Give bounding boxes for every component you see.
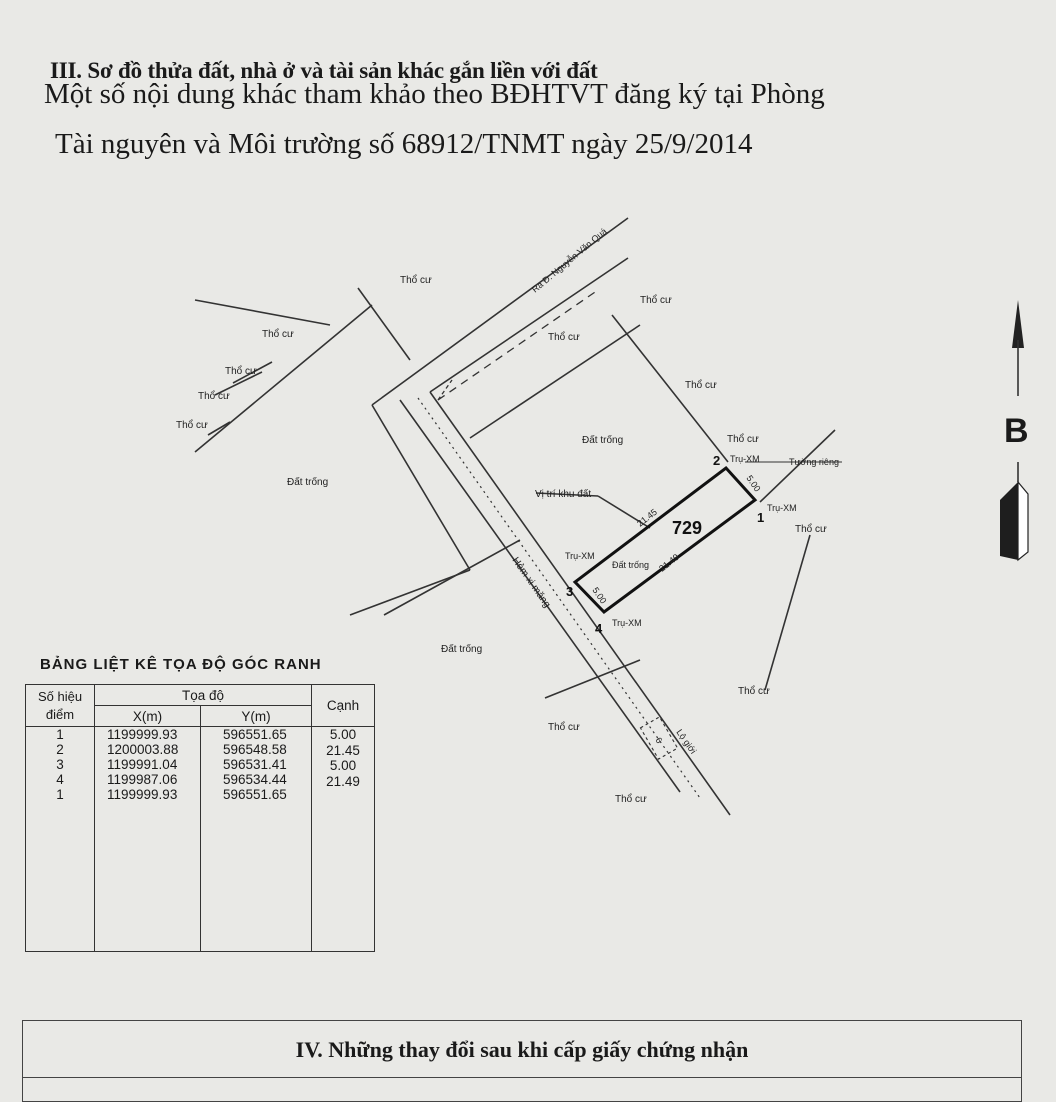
section-iv xyxy=(22,1020,1022,1102)
point-cell: 1 xyxy=(56,787,64,802)
edge-cell: 5.00 xyxy=(329,727,357,742)
vacant-label: Đất trống xyxy=(441,644,483,655)
edge-column xyxy=(312,727,375,952)
edge-label: 5.00 xyxy=(744,473,763,494)
lo-gioi-label: Lộ giới xyxy=(674,727,699,756)
marker-label: Trụ-XM xyxy=(612,618,642,628)
point-4-label: 4 xyxy=(595,621,603,636)
neighbor-label: Thổ cư xyxy=(795,524,827,535)
vacant-label: Đất trống xyxy=(612,560,650,570)
lot-location-label: Vị trí khu đất xyxy=(535,489,592,500)
header-point: Số hiệu điểm xyxy=(26,685,95,727)
x-cell: 1199999.93 xyxy=(107,727,178,742)
setback-line xyxy=(438,380,452,400)
section-iii-title: III. Sơ đồ thửa đất, nhà ở và tài sản khác gắn liền với đất xyxy=(50,58,598,83)
y-cell: 596551.65 xyxy=(223,727,287,742)
parcel-boundary xyxy=(765,535,810,690)
y-cell: 596534.44 xyxy=(223,772,287,787)
neighbor-label: Thổ cư xyxy=(548,722,580,733)
neighbor-label: Thổ cư xyxy=(225,366,257,377)
header-x: X(m) xyxy=(95,706,201,727)
y-cell: 596531.41 xyxy=(223,757,287,772)
parcel-boundary xyxy=(384,540,520,615)
edge-label: 5.00 xyxy=(590,585,609,606)
alley-edge xyxy=(430,392,730,815)
vacant-label: Đất trống xyxy=(287,477,329,488)
marker-label: Trụ-XM xyxy=(565,551,595,561)
neighbor-label: Thổ cư xyxy=(548,332,580,343)
setback-line xyxy=(438,290,598,400)
x-cell: 1199987.06 xyxy=(107,772,178,787)
y-cell: 596551.65 xyxy=(223,787,287,802)
marker-label: Trụ-XM xyxy=(730,454,760,464)
wall-label: Tường riêng xyxy=(789,457,839,467)
point-cell: 4 xyxy=(56,772,64,787)
neighbor-label: Thổ cư xyxy=(176,420,208,431)
edge-cell: 5.00 xyxy=(329,758,357,773)
neighbor-label: Thổ cư xyxy=(262,329,294,340)
point-cell: 3 xyxy=(56,757,64,772)
x-cell: 1200003.88 xyxy=(107,742,179,757)
edge-cell: 21.49 xyxy=(326,773,360,789)
north-label: B xyxy=(1004,412,1029,450)
road-label: Ra Đ. Nguyễn Văn Quá xyxy=(529,226,609,295)
coordinates-table-title: BẢNG LIỆT KÊ TỌA ĐỘ GÓC RANH xyxy=(40,656,322,673)
x-cell: 1199999.93 xyxy=(107,787,178,802)
neighbor-label: Thổ cư xyxy=(640,295,672,306)
parcel-boundary xyxy=(195,300,330,325)
header-y: Y(m) xyxy=(201,706,312,727)
neighbor-label: Thổ cư xyxy=(400,275,432,286)
alley-label: Hẻm xi măng xyxy=(509,555,553,610)
point-3-label: 3 xyxy=(566,584,574,599)
neighbor-label: Thổ cư xyxy=(198,391,230,402)
point-1-label: 1 xyxy=(757,510,765,525)
lot-number: 729 xyxy=(672,518,703,538)
parcel-boundary xyxy=(358,288,410,360)
y-cell: 596548.58 xyxy=(223,742,287,757)
point-column xyxy=(26,727,95,952)
neighbor-label: Thổ cư xyxy=(615,794,647,805)
section-iv-title: IV. Những thay đổi sau khi cấp giấy chứng nhận xyxy=(295,1037,749,1062)
point-cell: 2 xyxy=(56,742,64,757)
reference-line-2: Tài nguyên và Môi trường số 68912/TNMT ngày 25/9/2014 xyxy=(55,128,753,160)
edge-cell: 21.45 xyxy=(326,742,360,758)
divider xyxy=(23,1077,1021,1078)
edge-label: 21.49 xyxy=(657,551,681,574)
marker-label: Trụ-XM xyxy=(767,503,797,513)
reference-line-1: Một số nội dung khác tham khảo theo BĐHTVT đăng ký tại Phòng xyxy=(44,78,825,110)
road-edge xyxy=(430,258,628,392)
lo-gioi-value: 6 xyxy=(653,735,665,746)
x-cell: 1199991.04 xyxy=(107,757,178,772)
point-2-label: 2 xyxy=(713,453,721,468)
header-edge: Cạnh xyxy=(312,685,375,727)
y-column xyxy=(201,727,312,952)
edge-label: 21.45 xyxy=(635,506,659,529)
point-cell: 1 xyxy=(56,727,64,742)
x-column xyxy=(95,727,201,952)
vacant-label: Đất trống xyxy=(582,435,624,446)
coordinates-table xyxy=(25,684,375,952)
neighbor-label: Thổ cư xyxy=(685,380,717,391)
parcel-boundary xyxy=(195,305,372,452)
neighbor-label: Thổ cư xyxy=(727,434,759,445)
neighbor-label: Thổ cư xyxy=(738,686,770,697)
header-coordinates: Tọa độ xyxy=(95,685,312,706)
